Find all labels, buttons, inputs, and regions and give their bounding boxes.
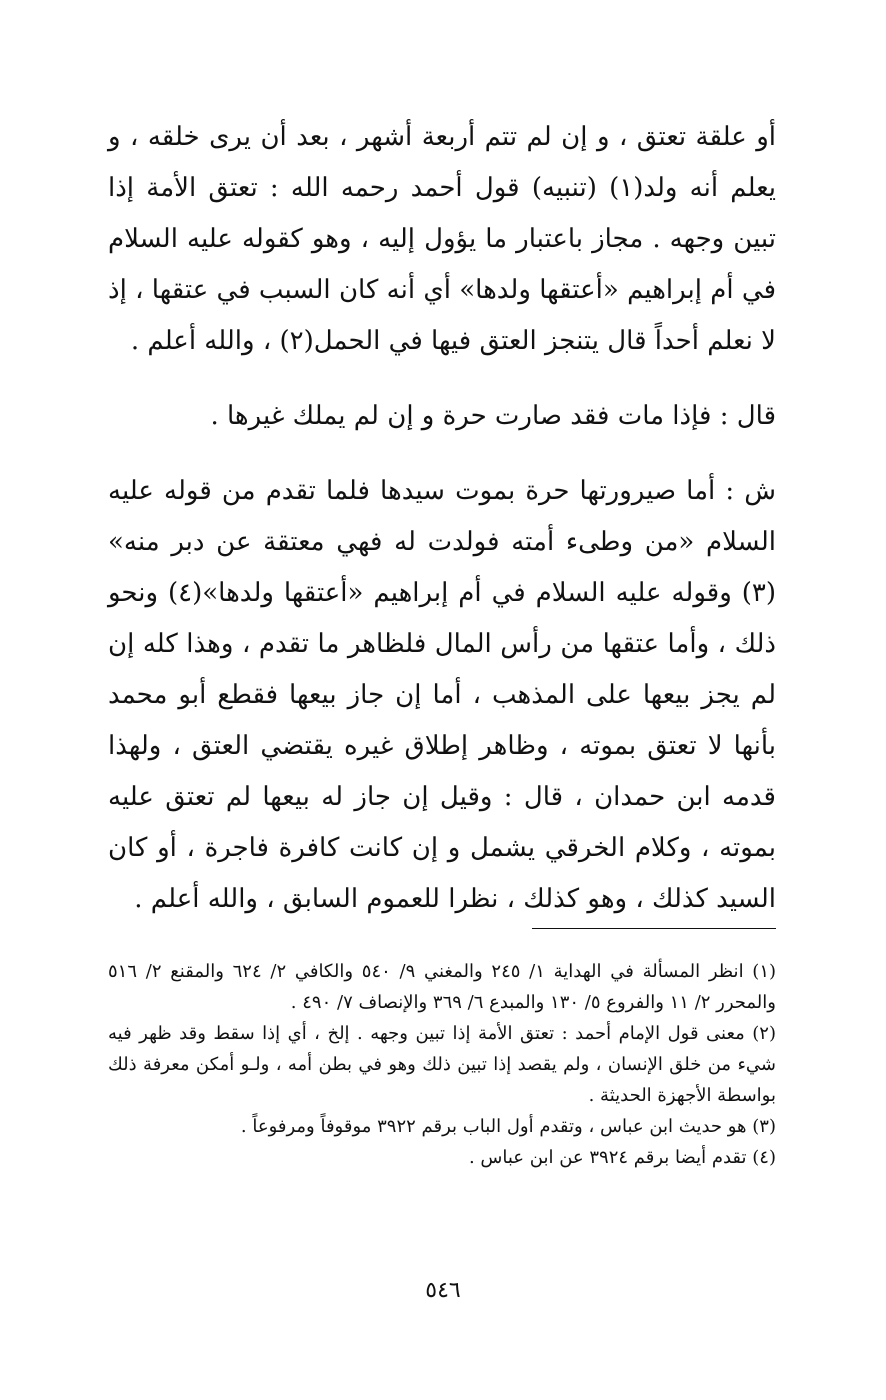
main-text xyxy=(108,112,776,925)
footnote-2: (٢) معنى قول الإمام أحمد : تعتق الأمة إذا تبين وجهه . إلخ ، أي إذا سقط وقد ظهر فيه شيء من خلق الإنسان ، ولم يقصد إذا تبين ذلك وهو في بطن أمه ، ولـو أمكن معرفة ذلك بواسطة الأجهزة الحديثة . xyxy=(108,1023,776,1106)
footnote-1: (١) انظر المسألة في الهداية ١/ ٢٤٥ والمغني ٩/ ٥٤٠ والكافي ٢/ ٦٢٤ والمقنع ٢/ ٥١٦ والمحرر ٢/ ١١ والفروع ٥/ ١٣٠ والمبدع ٦/ ٣٦٩ والإنصاف ٧/ ٤٩٠ . xyxy=(108,961,777,1013)
paragraph-3-sharh: ش : أما صيرورتها حرة بموت سيدها فلما تقدم من قوله عليه السلام «من وطىء أمته فولدت له فهي معتقة عن دبر منه» (٣) وقوله عليه السلام في أم إبراهيم «أعتقها ولدها»(٤) ونحو ذلك ، وأما عتقها من رأس المال فلظاهر ما تقدم ، وهذا كله إن لم يجز بيعها على المذهب ، أما إن جاز بيعها فقطع أبو محمد بأنها لا تعتق بموته ، وظاهر إطلاق غيره يقتضي العتق ، ولهذا قدمه ابن حمدان ، قال : وقيل إن جاز له بيعها لم تعتق عليه بموته ، وكلام الخرقي يشمل و إن كانت كافرة فاجرة ، أو كان السيد كذلك ، وهو كذلك ، نظرا للعموم السابق ، والله أعلم . xyxy=(108,476,776,914)
paragraph-1: أو علقة تعتق ، و إن لم تتم أربعة أشهر ، بعد أن يرى خلقه ، و يعلم أنه ولد(١) (تنبيه) قول أحمد رحمه الله : تعتق الأمة إذا تبين وجهه . مجاز باعتبار ما يؤول إليه ، وهو كقوله عليه السلام في أم إبراهيم «أعتقها ولدها» أي أنه كان السبب في عتقها ، إذ لا نعلم أحداً قال يتنجز العتق فيها في الحمل(٢) ، والله أعلم . xyxy=(108,122,776,356)
page-number: ٥٤٦ xyxy=(425,1278,461,1303)
footnote-4: (٤) تقدم أيضا برقم ٣٩٢٤ عن ابن عباس . xyxy=(468,1147,776,1168)
footnote-separator xyxy=(532,928,776,929)
footnotes xyxy=(108,956,776,1173)
footnote-3: (٣) هو حديث ابن عباس ، وتقدم أول الباب برقم ٣٩٢٢ موقوفاً ومرفوعاً . xyxy=(240,1116,776,1137)
paragraph-2-matn: قال : فإذا مات فقد صارت حرة و إن لم يملك غيرها . xyxy=(210,401,776,431)
